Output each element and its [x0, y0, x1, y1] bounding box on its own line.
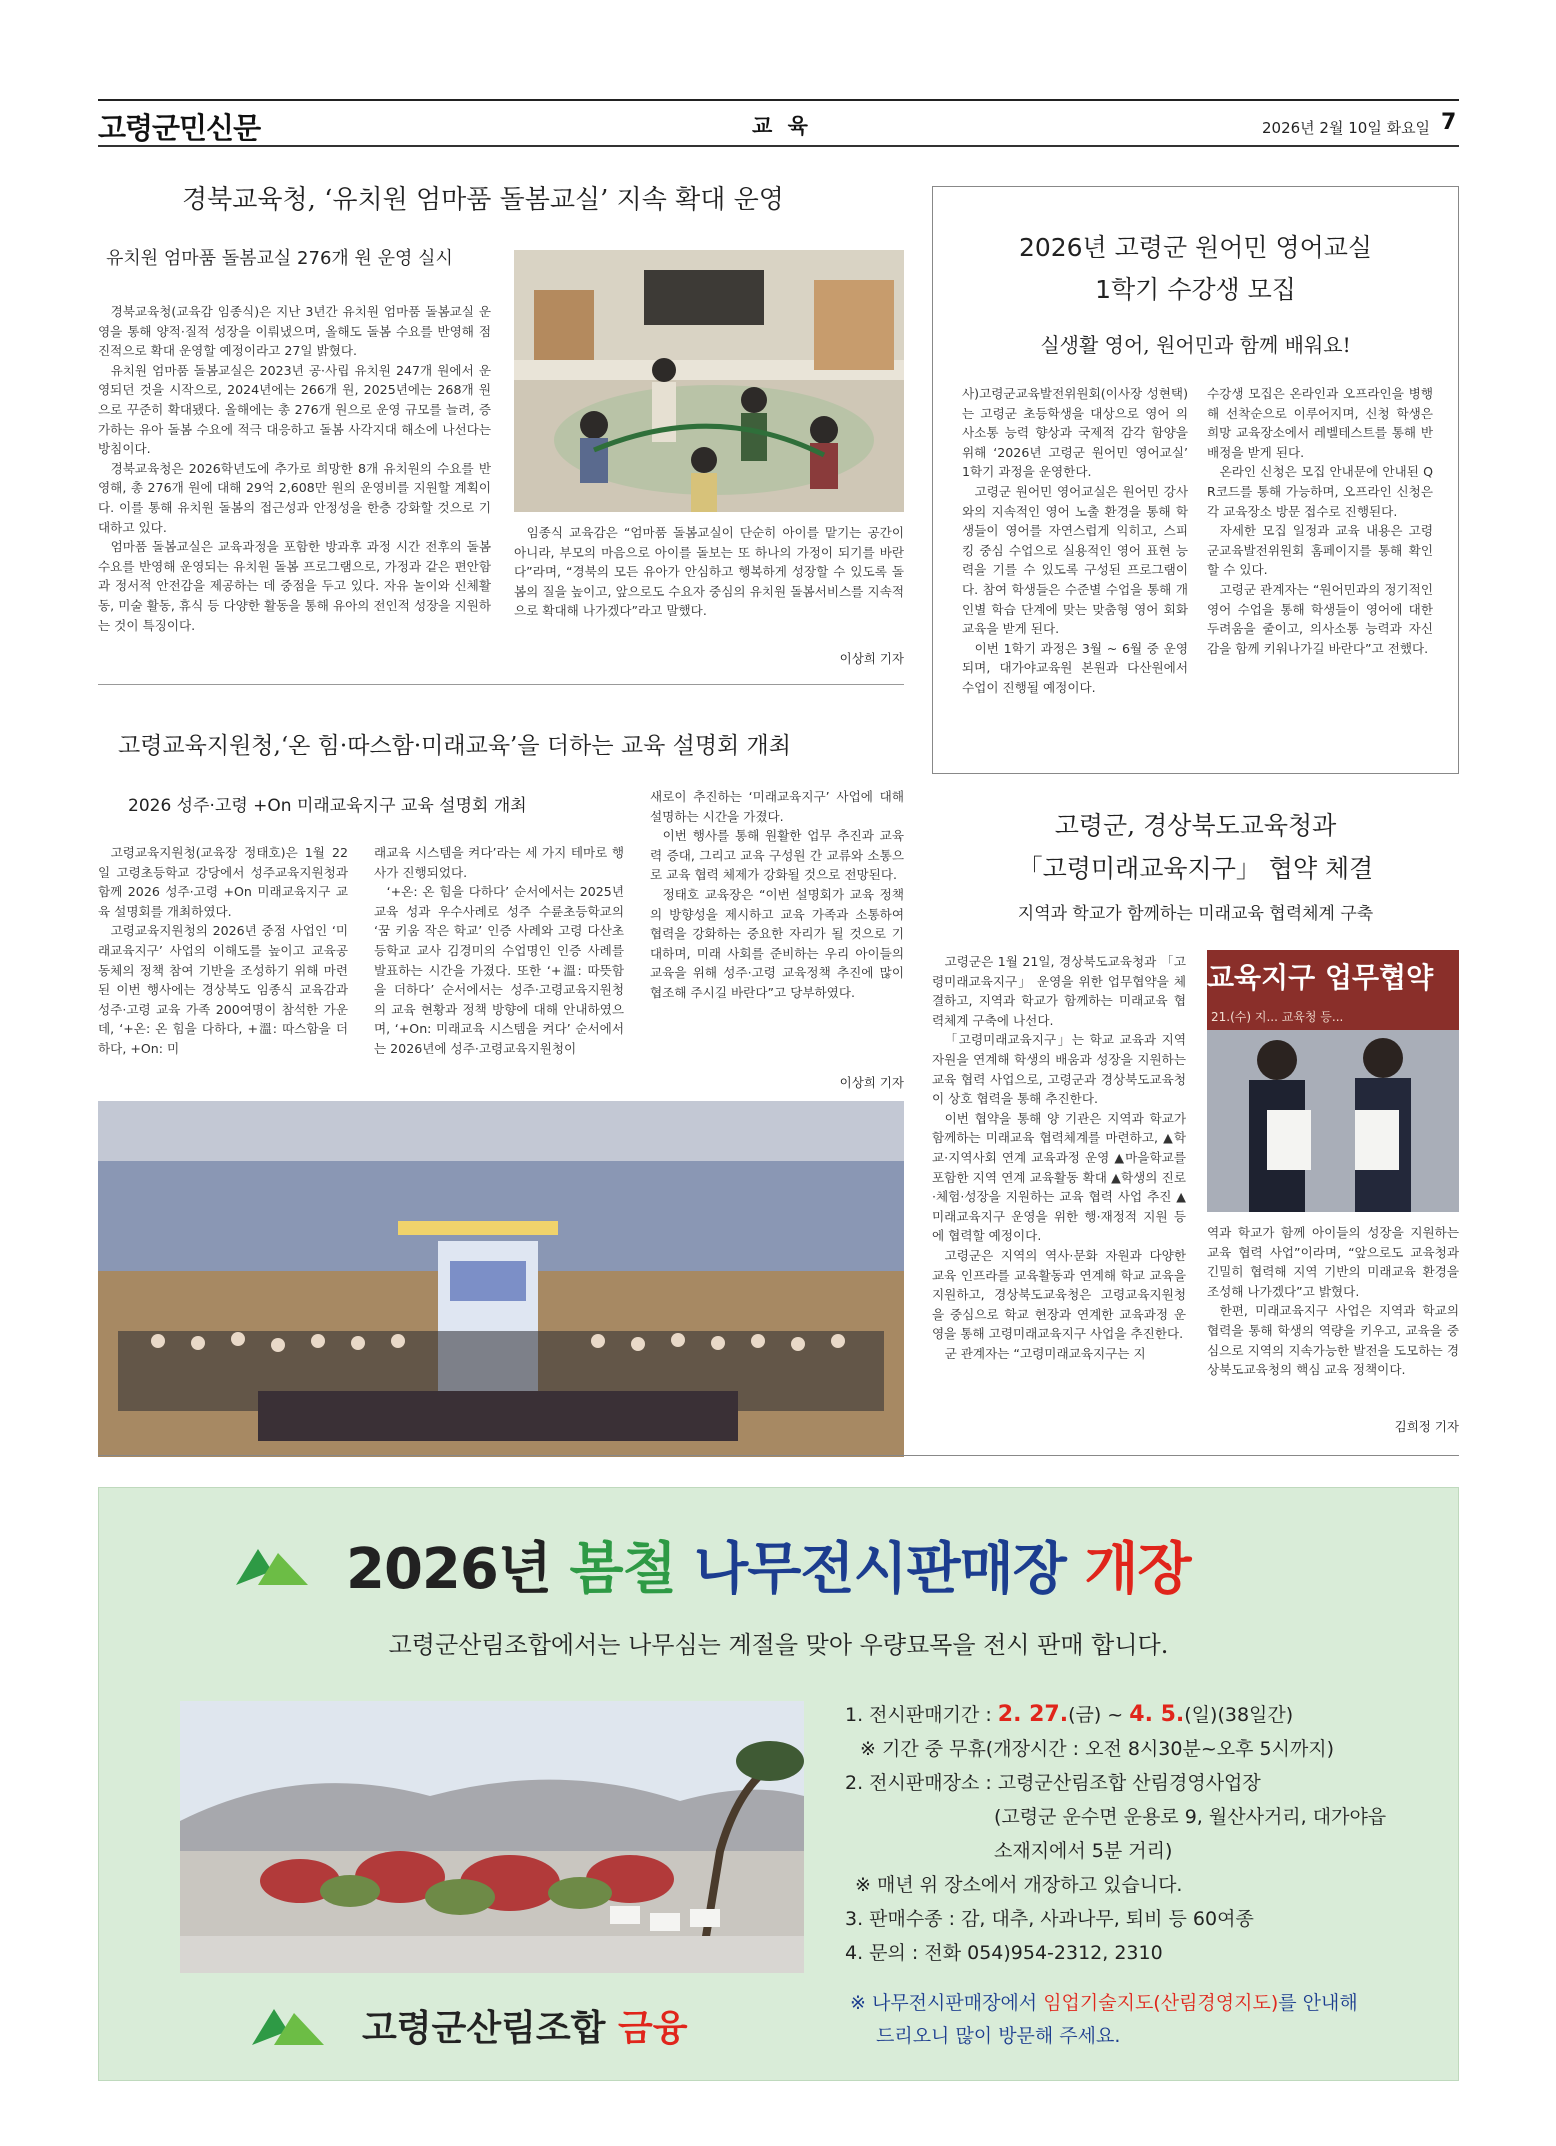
article2-col1-p1: 사)고령군교육발전위원회(이사장 성현택)는 고령군 초등학생을 대상으로 영어 의사소통 능력 향상과 국제적 감각 함양을 위해 ‘2026년 고령군 원어민 영어교실’ 1학기 과정을 운영한다. — [962, 386, 1188, 480]
article2-col2-p2: 온라인 신청은 모집 안내문에 안내된 QR코드를 통해 가능하며, 오프라인 신청은 각 교육장소 방문 접수로 진행된다. — [1207, 464, 1433, 519]
article1-col1-p1: 경북교육청(교육감 임종식)은 지난 3년간 유치원 엄마품 돌봄교실 운영을 통해 양적·질적 성장을 이뤄냈으며, 올해도 돌봄 수요를 반영해 점진적으로 확대 운영할 예정이라고 27일 밝혔다. — [98, 304, 491, 359]
article3-col2 — [374, 843, 624, 1097]
article1-divider — [98, 684, 904, 685]
article2-col2-p1: 수강생 모집은 온라인과 오프라인을 병행해 선착순으로 이루어지며, 신청 학생은 희망 교육장소에서 레벨테스트를 통해 반 배정을 받게 된다. — [1207, 386, 1433, 460]
ad-note-prefix: ※ 나무전시판매장에서 — [850, 1992, 1044, 2014]
ad-org-suffix: 금융 — [617, 2008, 688, 2049]
ad-title-season: 봄철 — [569, 1537, 676, 1602]
article4-col2-p2: 한편, 미래교육지구 사업은 지역과 학교의 협력을 통해 학생의 역량을 키우고, 교육을 중심으로 지역의 지속가능한 발전을 도모하는 경상북도교육청의 핵심 교육 정책이다. — [1207, 1303, 1459, 1378]
article3-col2-p1: 래교육 시스템을 켜다’라는 세 가지 테마로 행사가 진행되었다. — [374, 845, 624, 880]
ad-line-location: 2. 전시판매장소 : 고령군산림조합 산림경영사업장 — [845, 1772, 1261, 1794]
article2-subtitle: 실생활 영어, 원어민과 함께 배워요! — [1040, 333, 1351, 357]
article3-col3-p2: 이번 행사를 통해 원활한 업무 추진과 교육력 증대, 그리고 교육 구성원 간 교류와 소통으로 교육 협력 체제가 강화될 것으로 전망된다. — [650, 828, 904, 883]
article2-col1-p2: 고령군 원어민 영어교실은 원어민 강사와의 지속적인 영어 노출 환경을 통해 학생들이 영어를 자연스럽게 익히고, 스피킹 중심 수업으로 실용적인 영어 표현 능력을 기를 수 있도록 구성된 프로그램이다. 참여 학생들은 수준별 수업을 통해 개인별 학습 단계에 맞는 맞춤형 영어 회화 교육을 받게 된다. — [962, 483, 1188, 637]
ad-subtitle: 고령군산림조합에서는 나무심는 계절을 맞아 우량묘목을 전시 판매 합니다. — [388, 1631, 1169, 1659]
ad-note-line2: 드리오니 많이 방문해 주세요. — [876, 2025, 1121, 2047]
article1-col2 — [514, 523, 904, 653]
article3-subtitle: 2026 성주·고령 +On 미래교육지구 교육 설명회 개최 — [128, 796, 527, 816]
article2-col1-p3: 이번 1학기 과정은 3월 ~ 6월 중 운영되며, 대가야교육원 본원과 다산원에서 수업이 진행될 예정이다. — [962, 640, 1188, 695]
paper-name: 고령군민신문 — [98, 111, 261, 145]
article3-col1 — [98, 843, 348, 1097]
ad-line-period-days: (일)(38일간) — [1184, 1704, 1294, 1726]
mou-photo-caption: 21.(수) 지... 교육청 등... — [1211, 1010, 1344, 1024]
ad-line-address1: (고령군 운수면 운용로 9, 월산사거리, 대가야읍 — [994, 1806, 1387, 1828]
ad-line-species: 3. 판매수종 : 감, 대추, 사과나무, 퇴비 등 60여종 — [845, 1908, 1254, 1930]
article2-title-line2: 1학기 수강생 모집 — [1095, 275, 1296, 304]
forestry-logo-icon — [234, 1543, 310, 1587]
article4-col1-p4: 고령군은 지역의 역사·문화 자원과 다양한 교육 인프라를 교육활동과 연계해 학교 교육을 지원하고, 경상북도교육청은 고령교육지원청을 중심으로 학교 현장과 연계한 교육과정 운영을 통해 고령미래교육지구 사업을 추진한다. — [932, 1247, 1186, 1342]
article4-title-line1: 고령군, 경상북도교육청과 — [1054, 811, 1337, 840]
article3-col1-p2: 고령교육지원청의 2026년 중점 사업인 ‘미래교육지구’ 사업의 이해도를 높이고 교육공동체의 정책 참여 기반을 조성하기 위해 마련된 이번 행사에는 경상북도 임종식 교육감과 성주·고령 교육 가족 200여명이 참석한 가운데, ‘+온: 온 힘을 다하다, +溫: 따스함을 더하다, +On: 미 — [98, 923, 348, 1056]
mou-photo-banner: 교육지구 업무협약 — [1207, 961, 1434, 994]
article1-col2-p1: 임종식 교육감은 “엄마품 돌봄교실이 단순히 아이를 맡기는 공간이 아니라, 부모의 마음으로 아이를 돌보는 또 하나의 가정이 되기를 바란다”라며, “경북의 모든 유아가 안심하고 행복하게 성장할 수 있도록 돌봄의 질을 높이고, 앞으로도 수요자 중심의 유치원 돌봄서비스를 지속적으로 확대해 나가겠다”라고 말했다. — [514, 525, 904, 619]
article3-title: 고령교육지원청,‘온 힘·따스함·미래교육’을 더하는 교육 설명회 개최 — [118, 733, 791, 759]
auditorium-photo — [98, 1101, 904, 1457]
article3-col2-p2: ‘+온: 온 힘을 다하다’ 순서에서는 2025년 교육 성과 우수사례로 성주 수륜초등학교의 ‘꿈 키움 작은 학교’ 인증 사례와 고령 다산초등학교 교사 김경미의 수업명인 인증 사례를 발표하는 시간을 가졌다. 또한 ‘+溫: 따뜻함을 더하다’ 순서에서는 성주·고령교육지원청의 교육 현황과 정책 방향에 대해 안내하였으며, ‘+On: 미래교육 시스템을 켜다’ 순서에서는 2026년에 성주·고령교육지원청이 — [374, 884, 624, 1056]
ad-line-contact: 4. 문의 : 전화 054)954-2312, 2310 — [845, 1942, 1163, 1964]
mou-photo — [1207, 950, 1459, 1212]
article1-title: 경북교육청, ‘유치원 엄마품 돌봄교실’ 지속 확대 운영 — [182, 185, 784, 215]
article4-col1 — [932, 952, 1186, 1436]
article4-subtitle: 지역과 학교가 함께하는 미래교육 협력체계 구축 — [1017, 904, 1374, 924]
issue-date: 2026년 2월 10일 화요일 — [1262, 119, 1431, 137]
ad-line-period-end: 4. 5. — [1129, 1702, 1185, 1727]
ad-note — [850, 1988, 1358, 2015]
ad-note-highlight: 임업기술지도(산림경영지도) — [1043, 1992, 1279, 2014]
ad-title-year: 2026년 — [346, 1537, 551, 1602]
article3-col3-p1: 새로이 추진하는 ‘미래교육지구’ 사업에 대해 설명하는 시간을 가졌다. — [650, 789, 904, 824]
nursery-photo — [180, 1701, 804, 1973]
article4-col1-p1: 고령군은 1월 21일, 경상북도교육청과 「고령미래교육지구」 운영을 위한 업무협약을 체결하고, 지역과 학교가 함께하는 미래교육 협력체계 구축에 나선다. — [932, 954, 1186, 1028]
article1-subtitle: 유치원 엄마품 돌봄교실 276개 원 운영 실시 — [106, 248, 453, 269]
ad-title-market: 나무전시판매장 — [694, 1537, 1066, 1602]
article2-title-line1: 2026년 고령군 원어민 영어교실 — [1018, 233, 1373, 262]
article4-col2 — [1207, 1223, 1459, 1419]
ad-line-hours: ※ 기간 중 무휴(개장시간 : 오전 8시30분~오후 5시까지) — [860, 1738, 1335, 1760]
ad-title — [346, 1525, 1191, 1605]
ad-top-rule — [98, 1455, 1459, 1456]
ad-note-suffix: 를 안내해 — [1278, 1992, 1358, 2014]
article1-col1 — [98, 302, 491, 668]
article2-col2 — [1207, 384, 1433, 730]
article2-col2-p3: 자세한 모집 일정과 교육 내용은 고령군교육발전위원회 홈페이지를 통해 확인할 수 있다. — [1207, 523, 1433, 578]
ad-line-period — [845, 1700, 1293, 1727]
ad-line-period-label: 1. 전시판매기간 : — [845, 1704, 998, 1726]
article3-col3-p3: 정태호 교육장은 “이번 설명회가 교육 정책의 방향성을 제시하고 교육 가족과 소통하여 협력을 강화하는 중요한 자리가 될 것으로 기대하며, 미래 사회를 준비하는 우리 아이들의 교육을 위해 성주·고령 교육정책 추진에 많이 협조해 주시길 바란다”고 당부하였다. — [650, 886, 904, 1000]
header-bottom-rule — [98, 145, 1459, 147]
auditorium-photo-image — [98, 1101, 904, 1457]
mou-photo-image — [1207, 1030, 1459, 1212]
header-top-rule — [98, 99, 1459, 101]
nursery-photo-image — [180, 1701, 804, 1973]
article1-byline: 이상희 기자 — [839, 651, 904, 666]
article1-col1-p4: 엄마품 돌봄교실은 교육과정을 포함한 방과후 과정 시간 전후의 돌봄 수요를 반영해 운영되는 유치원 돌봄 프로그램으로, 가정과 같은 편안함과 정서적 안전감을 제공하는 데 중점을 두고 있다. 자유 놀이와 신체활동, 미술 활동, 휴식 등 다양한 활동을 통해 유아의 전인적 성장을 지원하는 것이 특징이다. — [98, 539, 491, 633]
article4-col1-p2: 「고령미래교육지구」는 학교 교육과 지역 자원을 연계해 학생의 배움과 성장을 지원하는 교육 협력 사업으로, 고령군과 경상북도교육청이 상호 협력을 통해 추진한다. — [932, 1032, 1186, 1107]
section-name: 교 육 — [752, 114, 812, 138]
ad-line-period-mid: (금) ~ — [1068, 1704, 1130, 1726]
article4-col1-p5: 군 관계자는 “고령미래교육지구는 지 — [944, 1345, 1146, 1361]
forestry-logo-bottom-icon — [250, 2003, 326, 2047]
article4-title-line2: 「고령미래교육지구」 협약 체결 — [1017, 854, 1374, 883]
article2-col2-p4: 고령군 관계자는 “원어민과의 정기적인 영어 수업을 통해 학생들이 영어에 대한 두려움을 줄이고, 의사소통 능력과 자신감을 함께 키워나가길 바란다”고 전했다. — [1207, 581, 1433, 656]
ad-line-annual: ※ 매년 위 장소에서 개장하고 있습니다. — [855, 1874, 1183, 1896]
article1-col1-p2: 유치원 엄마품 돌봄교실은 2023년 공·사립 유치원 247개 원에서 운영되던 것을 시작으로, 2024년에는 266개 원, 2025년에는 268개 원으로 꾸준히 확대됐다. 올해에는 총 276개 원으로 운영 규모를 늘려, 증가하는 유아 돌봄 수요에 적극 대응하고 돌봄 사각지대 해소에 나선다는 방침이다. — [98, 362, 491, 457]
page-number: 7 — [1441, 110, 1457, 135]
article4-col2-p1: 역과 학교가 함께 아이들의 성장을 지원하는 교육 협력 사업”이라며, “앞으로도 교육청과 긴밀히 협력해 지역 기반의 미래교육 환경을 조성해 나가겠다”고 밝혔다. — [1207, 1225, 1459, 1299]
ad-line-address2: 소재지에서 5분 거리) — [994, 1840, 1173, 1862]
kindergarten-photo — [514, 250, 904, 512]
ad-line-period-start: 2. 27. — [997, 1702, 1069, 1727]
article3-byline: 이상희 기자 — [839, 1075, 904, 1090]
ad-org-name: 고령군산림조합 — [362, 2008, 606, 2049]
ad-title-open: 개장 — [1084, 1537, 1191, 1602]
kindergarten-photo-image — [514, 250, 904, 512]
article3-col1-p1: 고령교육지원청(교육장 정태호)은 1월 22일 고령초등학교 강당에서 성주교육지원청과 함께 2026 성주·고령 +On 미래교육지구 교육 설명회를 개최하였다. — [98, 845, 348, 919]
ad-org — [362, 2000, 688, 2051]
article4-col1-p3: 이번 협약을 통해 양 기관은 지역과 학교가 함께하는 미래교육 협력체계를 마련하고, ▲학교·지역사회 연계 교육과정 운영 ▲마을학교를 포함한 지역 연계 교육활동 확대 ▲학생의 진로·체험·성장을 지원하는 교육 협력 사업 추진 ▲미래교육지구 운영을 위한 행·재정적 지원 등에 협력할 예정이다. — [932, 1110, 1186, 1244]
article1-col1-p3: 경북교육청은 2026학년도에 추가로 희망한 8개 유치원의 수요를 반영해, 총 276개 원에 대해 29억 2,608만 원의 운영비를 지원할 계획이다. 이를 통해 유치원 돌봄의 접근성과 안정성을 한층 강화할 것으로 기대하고 있다. — [98, 460, 491, 535]
article2-col1 — [962, 384, 1188, 748]
article4-byline: 김희정 기자 — [1350, 1417, 1459, 1435]
article3-col3 — [650, 787, 904, 1055]
